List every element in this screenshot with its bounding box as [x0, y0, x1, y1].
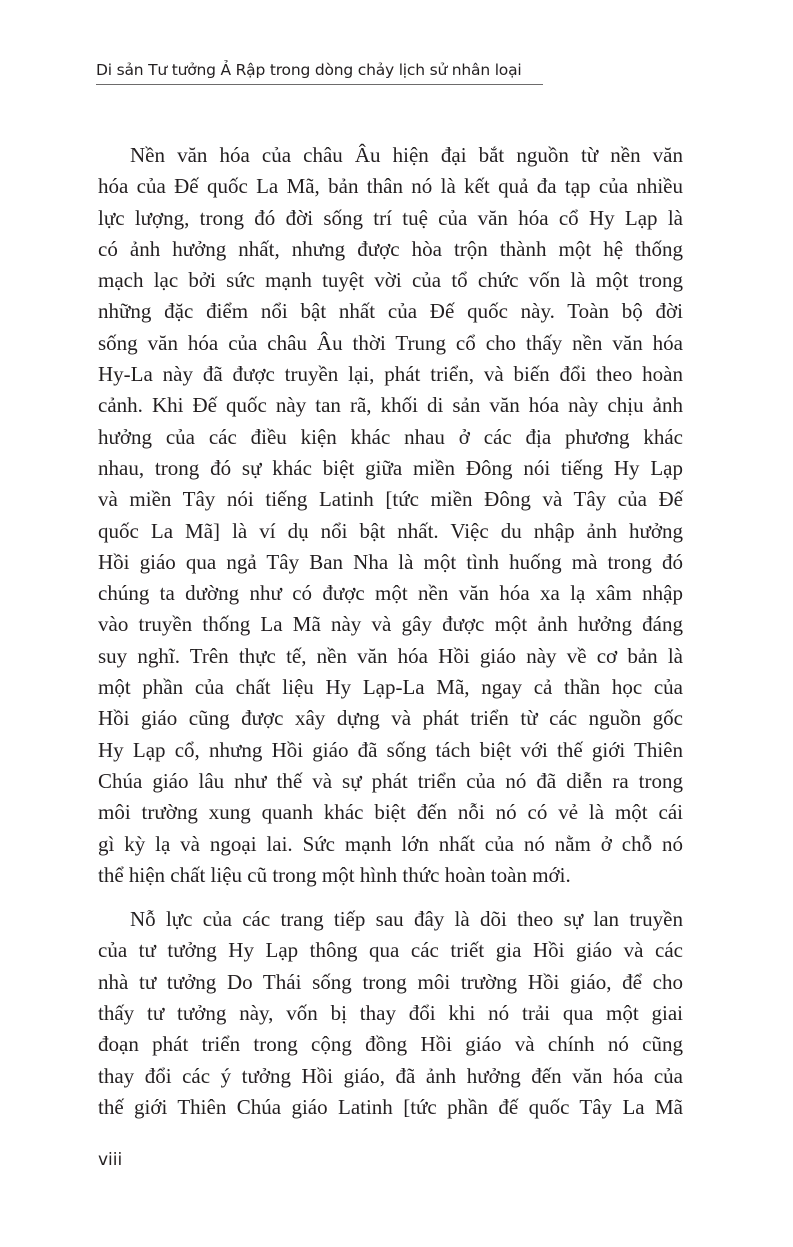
body-text [98, 140, 683, 1136]
text-line: lực lượng, trong đó đời sống trí tuệ của văn hóa cổ Hy Lạp là [98, 205, 683, 230]
text-line: Hồi giáo qua ngả Tây Ban Nha là một tình huống mà trong đó [98, 549, 683, 574]
text-line: và miền Tây nói tiếng Latinh [tức miền Đông và Tây của Đế [98, 487, 683, 512]
text-line: suy nghĩ. Trên thực tế, nền văn hóa Hồi giáo này về cơ bản là [98, 643, 683, 668]
text-line: vào truyền thống La Mã này và gây được một ảnh hưởng đáng [98, 612, 683, 637]
text-line: mạch lạc bởi sức mạnh tuyệt vời của tổ chức vốn là một trong [98, 268, 683, 293]
text-line: hóa của Đế quốc La Mã, bản thân nó là kết quả đa tạp của nhiều [98, 174, 683, 199]
running-header: Di sản Tư tưởng Ả Rập trong dòng chảy lịch sử nhân loại [96, 56, 543, 85]
text-line: một phần của chất liệu Hy Lạp-La Mã, ngay cả thần học của [98, 675, 683, 700]
text-line: sống văn hóa của châu Âu thời Trung cổ cho thấy nền văn hóa [98, 330, 683, 355]
text-line: đoạn phát triển trong cộng đồng Hồi giáo và chính nó cũng [98, 1032, 683, 1057]
text-line: môi trường xung quanh khác biệt đến nỗi nó có vẻ là một cái [98, 800, 683, 825]
text-line: những đặc điểm nổi bật nhất của Đế quốc này. Toàn bộ đời [98, 299, 683, 324]
text-line: chúng ta dường như có được một nền văn hóa xa lạ xâm nhập [98, 581, 683, 606]
paragraph-1 [98, 140, 683, 891]
text-line: nhau, trong đó sự khác biệt giữa miền Đông nói tiếng Hy Lạp [98, 455, 683, 480]
text-line: Hy-La này đã được truyền lại, phát triển, và biến đổi theo hoàn [98, 362, 683, 387]
page-number: viii [98, 1150, 123, 1170]
text-line: thấy tư tưởng này, vốn bị thay đổi khi nó trải qua một giai [98, 1001, 683, 1026]
text-line: Hy Lạp cổ, nhưng Hồi giáo đã sống tách biệt với thế giới Thiên [98, 737, 683, 762]
text-line: hưởng của các điều kiện khác nhau ở các địa phương khác [98, 424, 683, 449]
text-line: thay đổi các ý tưởng Hồi giáo, đã ảnh hưởng đến văn hóa của [98, 1063, 683, 1088]
text-line: Hồi giáo cũng được xây dựng và phát triển từ các nguồn gốc [98, 706, 683, 731]
text-line: Chúa giáo lâu như thế và sự phát triển của nó đã diễn ra trong [98, 768, 683, 793]
text-line: thế giới Thiên Chúa giáo Latinh [tức phần đế quốc Tây La Mã [98, 1094, 683, 1119]
text-line: gì kỳ lạ và ngoại lai. Sức mạnh lớn nhất của nó nằm ở chỗ nó [98, 831, 683, 856]
text-line: Nền văn hóa của châu Âu hiện đại bắt nguồn từ nền văn [130, 143, 683, 167]
text-line: có ảnh hưởng nhất, nhưng được hòa trộn thành một hệ thống [98, 236, 683, 261]
text-line: cảnh. Khi Đế quốc này tan rã, khối di sản văn hóa này chịu ảnh [98, 393, 683, 418]
text-line: nhà tư tưởng Do Thái sống trong môi trường Hồi giáo, để cho [98, 969, 683, 994]
paragraph-2 [98, 904, 683, 1123]
text-line: của tư tưởng Hy Lạp thông qua các triết gia Hồi giáo và các [98, 938, 683, 963]
text-line: thể hiện chất liệu cũ trong một hình thức hoàn toàn mới. [98, 862, 571, 887]
text-line: Nỗ lực của các trang tiếp sau đây là dõi theo sự lan truyền [130, 907, 683, 932]
text-line: quốc La Mã] là ví dụ nổi bật nhất. Việc du nhập ảnh hưởng [98, 518, 683, 543]
